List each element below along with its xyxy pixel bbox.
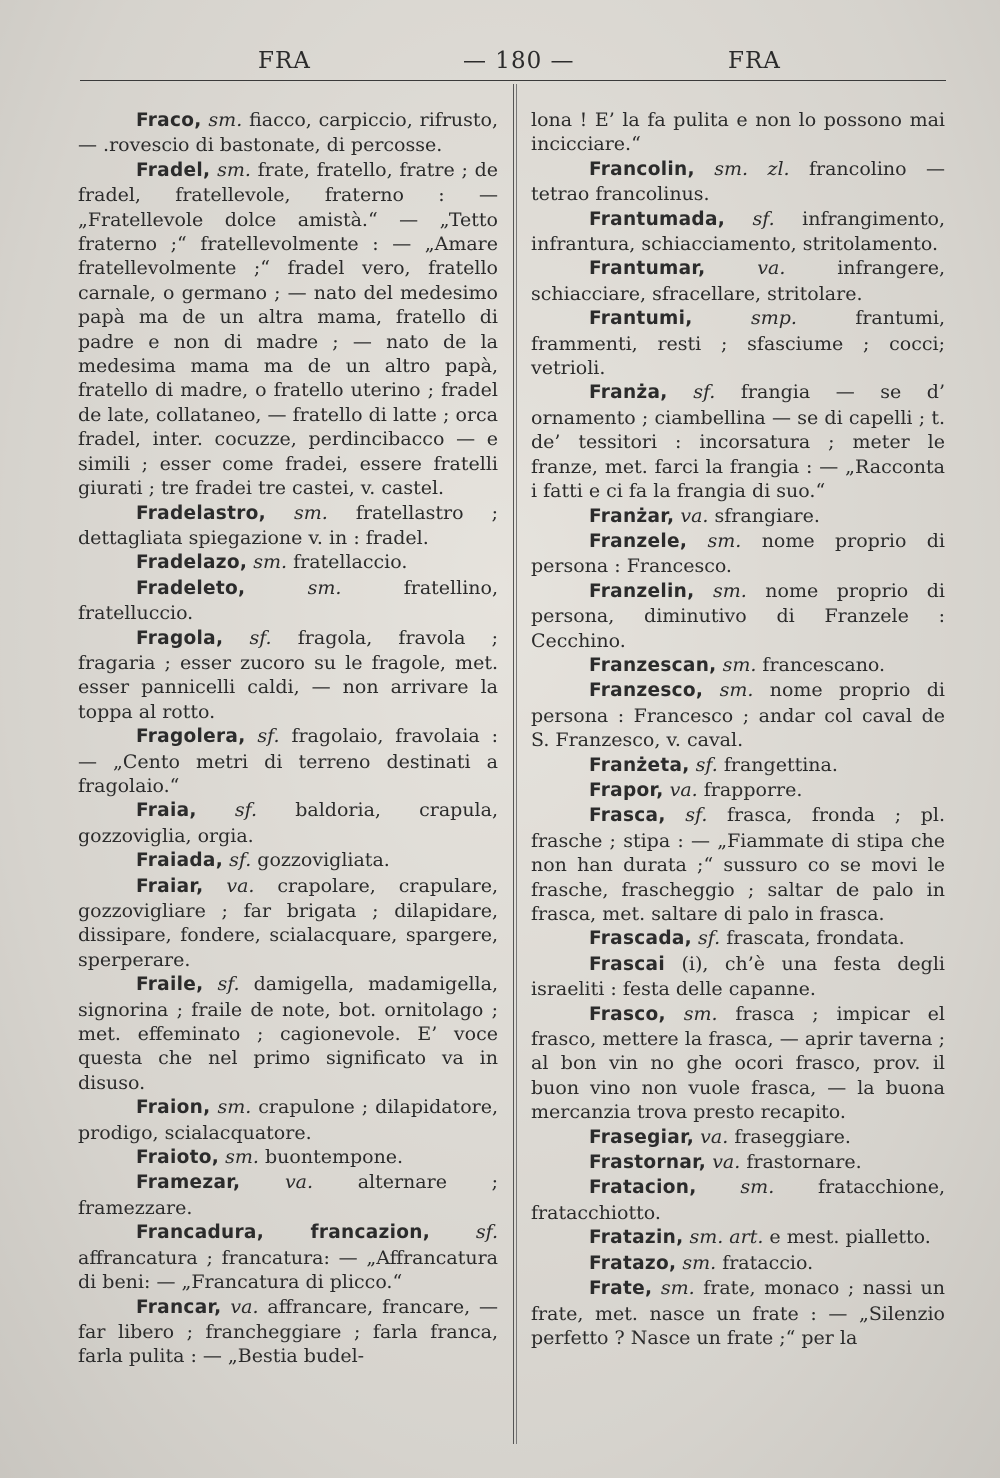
dictionary-entry: [531, 753, 945, 778]
dictionary-entry: [78, 798, 498, 848]
entry-grammar-tag: sf.: [698, 927, 721, 950]
entry-definition: crapulone ; dilapidatore, prodigo, scialacquatore.: [78, 1096, 498, 1144]
entry-definition: nome proprio di persona, diminutivo di Franzele : Cecchino.: [531, 579, 945, 652]
dictionary-entry: [531, 380, 945, 503]
entry-headword: Frantumada,: [589, 208, 726, 230]
entry-headword: Frapor,: [589, 779, 664, 801]
entry-grammar-tag: va.: [230, 1295, 259, 1318]
entry-headword: Fratazin,: [589, 1227, 684, 1249]
dictionary-entry: [78, 724, 498, 798]
entry-headword: Francar,: [136, 1296, 222, 1318]
entry-definition: nome proprio di persona : Francesco ; andar col caval de S. Franzesco, v. caval.: [531, 679, 945, 752]
entry-grammar-tag: sf.: [752, 207, 775, 230]
entry-headword: Fraion,: [136, 1097, 211, 1119]
dictionary-entry: [531, 207, 945, 257]
dictionary-entry: [531, 504, 945, 529]
entry-grammar-tag: sm.: [294, 501, 328, 524]
header-right-guideword: FRA: [728, 48, 781, 74]
entry-headword: Frantumar,: [589, 258, 706, 280]
dictionary-entry: [531, 952, 945, 1002]
entry-grammar-tag: sf.: [475, 1221, 498, 1244]
entry-definition: fraseggiare.: [728, 1125, 851, 1148]
entry-definition: buontempone.: [258, 1146, 404, 1169]
dictionary-entry: [78, 1145, 498, 1170]
entry-grammar-tag: sm. art.: [689, 1226, 764, 1249]
entry-definition: frasca ; impicar el frasco, mettere la frasca, — aprir taverna ; al bon vin no ghe ocori frasco, prov. il buon vino non vuole frasca, — la buona mercanzia trova presto recapito.: [531, 1002, 945, 1124]
entry-headword: Frasco,: [589, 1003, 666, 1025]
dictionary-entry: [78, 1295, 498, 1369]
dictionary-entry: [531, 926, 945, 951]
entry-headword: Francolin,: [589, 158, 695, 180]
header-left-guideword: FRA: [258, 48, 311, 74]
dictionary-entry: [531, 1125, 945, 1150]
entry-headword: Frasegiar,: [589, 1126, 695, 1148]
dictionary-entry: [78, 626, 498, 725]
entry-definition: frangia — se d’ ornamento ; ciambellina — se di capelli ; t. de’ tessitori : incorsatura ; meter le franze, met. farci la frangia : — „Racconta i fatti e ci fa la frangia di suo.“: [531, 381, 945, 503]
entry-grammar-tag: sm.: [682, 1251, 717, 1274]
dictionary-entry: [531, 579, 945, 653]
entry-definition: gozzovigliata.: [251, 849, 390, 872]
entry-grammar-tag: sf.: [685, 804, 708, 827]
entry-grammar-tag: sm. zl.: [714, 157, 790, 180]
entry-grammar-tag: sf.: [234, 799, 258, 822]
entry-definition: lona ! E’ la fa pulita e non lo possono mai incicciare.“: [531, 109, 945, 156]
entry-headword: Fraiada,: [136, 850, 224, 872]
entry-headword: Fradelazo,: [136, 552, 248, 574]
entry-headword: Fraioto,: [136, 1147, 220, 1169]
entry-definition: e mest. pialletto.: [763, 1226, 931, 1249]
entry-headword: Franża,: [589, 382, 668, 404]
dictionary-entry: [531, 1175, 945, 1225]
entry-grammar-tag: sf.: [249, 626, 272, 649]
entry-grammar-tag: smp.: [750, 307, 797, 330]
entry-definition: fragolaio, fravolaia : — „Cento metri di terreno destinati a fragolaio.“: [78, 725, 498, 797]
entry-definition: frapporre.: [697, 778, 803, 801]
entry-definition: crapolare, crapulare, gozzovigliare ; far brigata ; dilapidare, dissipare, fondere, scialacquare, spargere, sperperare.: [78, 874, 498, 971]
entry-headword: Fraco,: [136, 110, 202, 131]
dictionary-entry: [531, 1002, 945, 1125]
entry-definition: nome proprio di persona : Francesco.: [531, 529, 945, 578]
dictionary-entry: [78, 874, 498, 973]
entry-headword: Fraile,: [136, 974, 204, 996]
dictionary-entry: [78, 1170, 498, 1220]
dictionary-entry: [531, 1276, 945, 1350]
entry-grammar-tag: va.: [680, 504, 709, 527]
dictionary-entry: [531, 256, 945, 306]
entry-definition: frastornare.: [740, 1151, 862, 1174]
entry-headword: Franzescan,: [589, 654, 717, 676]
left-column: [78, 108, 498, 1369]
entry-definition: frangettina.: [717, 753, 838, 776]
dictionary-entry: [531, 653, 945, 678]
header-rule: [80, 80, 946, 81]
entry-grammar-tag: sm.: [208, 109, 243, 131]
dictionary-entry: [531, 529, 945, 579]
entry-definition: frascata, frondata.: [720, 927, 905, 950]
entry-headword: Fraiar,: [136, 875, 204, 897]
entry-definition: fratellastro ; dettagliata spiegazione v. in : fradel.: [78, 501, 498, 549]
entry-definition: fratellino, fratelluccio.: [78, 576, 498, 625]
entry-headword: Frasca,: [589, 805, 666, 827]
right-column: [531, 108, 945, 1350]
entry-definition: infrangimento, infrantura, schiacciamento, stritolamento.: [531, 207, 945, 256]
entry-grammar-tag: sm.: [712, 579, 747, 602]
entry-grammar-tag: sf.: [693, 381, 716, 404]
entry-headword: Frastornar,: [589, 1152, 707, 1174]
entry-headword: Frantumi,: [589, 308, 693, 330]
entry-headword: Fragolera,: [136, 726, 246, 748]
entry-definition: baldoria, crapula, gozzoviglia, orgia.: [78, 799, 499, 847]
entry-grammar-tag: sf.: [257, 725, 280, 748]
entry-headword: Frate,: [589, 1278, 653, 1300]
entry-grammar-tag: va.: [226, 874, 255, 897]
entry-definition: fratellaccio.: [287, 551, 408, 574]
page-header: [80, 44, 950, 80]
entry-headword: Franżeta,: [589, 754, 690, 776]
entry-grammar-tag: va.: [757, 257, 786, 280]
entry-definition: alternare ; framezzare.: [78, 1171, 498, 1219]
entry-grammar-tag: sm.: [217, 158, 251, 181]
entry-headword: Fragola,: [136, 627, 224, 649]
entry-definition: fratacchione, fratacchiotto.: [531, 1176, 945, 1224]
column-divider: [513, 84, 514, 1444]
dictionary-entry: [531, 803, 945, 926]
entry-definition: francolino — tetrao francolinus.: [531, 157, 945, 206]
entry-definition: damigella, madamigella, signorina ; fraile de note, bot. ornitolago ; met. effeminato ; cagionevole. E’ voce questa che nel primo significato va in disuso.: [78, 973, 498, 1094]
dictionary-entry: [531, 306, 945, 380]
entry-definition: (i), ch’è una festa degli israeliti : festa delle capanne.: [531, 952, 945, 1001]
column-divider-inner: [516, 84, 517, 1444]
entry-grammar-tag: sm.: [740, 1176, 775, 1199]
entry-headword: Fradeleto,: [136, 577, 246, 599]
dictionary-entry: [78, 1220, 498, 1294]
entry-definition: frantumi, frammenti, resti ; sfasciume ; cocci; vetrioli.: [531, 307, 945, 380]
entry-definition: frate, fratello, fratre ; de fradel, fratellevole, fraterno : — „Fratellevole dolce amistà.“ — „Tetto fraterno ;“ fratellevolmente : — „Amare fratellevolmente ;“ fradel vero, fratello carnale, o germano ; — nato del medesimo papà ma de un altra mama, fratello di padre e non di madre ; — nato de la medesima mama ma de un altro papà, fratello di madre, o fratello uterino ; fradel de late, collataneo, — fratello di latte ; orca fradel, inter. cocuzze, perdincibacco — e simili ; esser come fradei, essere fratelli giurati ; tre fradei tre castei, v. castel.: [78, 158, 498, 500]
page-number: — 180 —: [463, 48, 575, 74]
entry-definition: infrangere, schiacciare, sfracellare, stritolare.: [531, 257, 946, 305]
entry-headword: Franżar,: [589, 505, 675, 527]
entry-headword: Franzele,: [589, 530, 688, 552]
entry-grammar-tag: va.: [284, 1171, 314, 1194]
entry-headword: Frascada,: [589, 928, 692, 950]
entry-headword: Framezar,: [136, 1172, 241, 1194]
entry-headword: Franzesco,: [589, 680, 704, 702]
dictionary-entry: [78, 108, 498, 158]
entry-grammar-tag: va.: [700, 1125, 729, 1148]
entry-definition: francescano.: [756, 653, 886, 676]
entry-headword: Fratazo,: [589, 1252, 677, 1274]
entry-grammar-tag: sm.: [683, 1002, 718, 1025]
entry-grammar-tag: sm.: [225, 1146, 259, 1169]
entry-grammar-tag: va.: [712, 1151, 741, 1174]
entry-headword: Franzelin,: [589, 580, 695, 602]
dictionary-entry: [78, 550, 498, 575]
entry-definition: frataccio.: [716, 1251, 814, 1274]
dictionary-entry: [531, 157, 945, 207]
entry-headword: Francadura, francazion,: [136, 1222, 431, 1244]
entry-headword: Fraia,: [136, 800, 197, 822]
entry-definition: frate, monaco ; nassi un frate, met. nasce un frate : — „Silenzio perfetto ? Nasce un frate ;“ per la: [531, 1277, 945, 1349]
entry-definition: fiacco, carpiccio, rifrusto, — .rovescio di bastonate, di percosse.: [78, 109, 498, 157]
dictionary-entry: [531, 108, 945, 157]
dictionary-entry: [531, 1150, 945, 1175]
entry-definition: affrancatura ; francatura: — „Affrancatura di beni: — „Francatura di plicco.“: [78, 1246, 498, 1294]
entry-grammar-tag: sm.: [707, 529, 742, 552]
entry-grammar-tag: sf.: [695, 753, 718, 776]
entry-headword: Frascai: [589, 953, 665, 975]
dictionary-entry: [531, 678, 945, 752]
entry-definition: sfrangiare.: [708, 504, 820, 527]
dictionary-entry: [78, 158, 498, 501]
entry-grammar-tag: sm.: [307, 576, 342, 599]
entry-definition: affrancare, francare, — far libero ; francheggiare ; farla franca, farla pulita : — „Bestia budel-: [78, 1295, 498, 1368]
entry-headword: Fradelastro,: [136, 502, 266, 524]
dictionary-entry: [78, 576, 498, 626]
entry-headword: Fradel,: [136, 159, 211, 181]
entry-definition: fragola, fravola ; fragaria ; esser zucoro su le fragole, met. esser pannicelli caldi, — non arrivare la toppa al rotto.: [78, 626, 498, 723]
entry-grammar-tag: sm.: [660, 1277, 695, 1300]
entry-grammar-tag: sm.: [217, 1096, 252, 1119]
entry-headword: Fratacion,: [589, 1177, 697, 1199]
entry-grammar-tag: sf.: [229, 849, 252, 872]
dictionary-entry: [78, 501, 498, 551]
entry-grammar-tag: sm.: [253, 551, 288, 574]
entry-definition: frasca, fronda ; pl. frasche ; stipa : — „Fiammate di stipa che non han durata ;“ sussuro co se movi le frasche, frascheggio ; saltar de palo in frasca, met. saltare di palo in frasca.: [531, 804, 945, 925]
entry-grammar-tag: va.: [669, 778, 698, 801]
entry-grammar-tag: sf.: [217, 973, 240, 996]
dictionary-entry: [78, 848, 498, 873]
dictionary-entry: [531, 778, 945, 803]
entry-grammar-tag: sm.: [719, 679, 754, 702]
dictionary-entry: [78, 1095, 498, 1145]
entry-grammar-tag: sm.: [722, 653, 757, 676]
dictionary-entry: [78, 972, 498, 1095]
dictionary-entry: [531, 1251, 945, 1276]
dictionary-entry: [531, 1225, 945, 1250]
